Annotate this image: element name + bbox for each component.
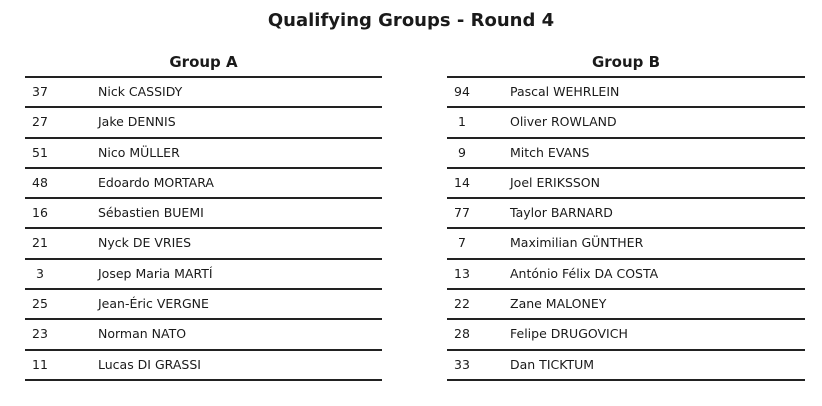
table-row: [25, 78, 382, 108]
driver-number: 23: [32, 326, 48, 342]
driver-name: António Félix DA COSTA: [510, 265, 659, 281]
table-row: [447, 351, 805, 381]
driver-name: Jake DENNIS: [98, 114, 176, 130]
driver-number: 28: [454, 326, 470, 342]
driver-name: Josep Maria MARTÍ: [98, 265, 213, 281]
driver-name: Norman NATO: [98, 326, 187, 342]
driver-name: Lucas DI GRASSI: [98, 356, 201, 372]
driver-name: Joel ERIKSSON: [510, 174, 600, 190]
driver-name: Pascal WEHRLEIN: [510, 84, 620, 99]
driver-number: 27: [32, 114, 48, 130]
driver-number: 37: [32, 84, 48, 99]
driver-number: 3: [36, 265, 44, 281]
driver-number: 33: [454, 356, 470, 372]
table-row: [447, 199, 805, 229]
group-b-title: Group B: [447, 50, 805, 78]
table-row: [25, 108, 382, 138]
driver-name: Zane MALONEY: [510, 296, 607, 312]
table-row: [25, 229, 382, 259]
group-b-table: [447, 50, 805, 381]
driver-number: 13: [454, 265, 470, 281]
driver-name: Mitch EVANS: [510, 144, 590, 160]
group-a-title: Group A: [25, 50, 382, 78]
group-a-table: [25, 50, 382, 381]
table-row: [25, 169, 382, 199]
driver-number: 21: [32, 235, 48, 251]
table-row: [25, 320, 382, 350]
table-row: [25, 199, 382, 229]
driver-number: 94: [454, 84, 470, 99]
driver-number: 1: [458, 114, 466, 130]
table-row: [25, 290, 382, 320]
driver-number: 9: [458, 144, 466, 160]
driver-name: Felipe DRUGOVICH: [510, 326, 628, 342]
table-row: [447, 229, 805, 259]
driver-number: 14: [454, 174, 470, 190]
driver-number: 7: [458, 235, 466, 251]
table-row: [447, 139, 805, 169]
driver-number: 25: [32, 296, 48, 312]
table-row: [25, 351, 382, 381]
table-row: [447, 78, 805, 108]
driver-name: Nick CASSIDY: [98, 84, 183, 99]
table-row: [25, 260, 382, 290]
table-row: [447, 260, 805, 290]
driver-number: 11: [32, 356, 48, 372]
driver-name: Jean-Éric VERGNE: [98, 296, 209, 312]
driver-name: Nico MÜLLER: [98, 144, 180, 160]
driver-name: Taylor BARNARD: [510, 205, 613, 221]
page-title: Qualifying Groups - Round 4: [267, 10, 555, 31]
group-b-list: [447, 78, 805, 381]
driver-number: 51: [32, 144, 48, 160]
driver-number: 77: [454, 205, 470, 221]
driver-name: Maximilian GÜNTHER: [510, 235, 644, 251]
driver-number: 16: [32, 205, 48, 221]
table-row: [447, 290, 805, 320]
driver-name: Edoardo MORTARA: [98, 174, 214, 190]
driver-name: Dan TICKTUM: [510, 356, 595, 372]
table-row: [447, 108, 805, 138]
driver-number: 48: [32, 174, 48, 190]
driver-name: Oliver ROWLAND: [510, 114, 617, 130]
group-a-list: [25, 78, 382, 381]
driver-number: 22: [454, 296, 470, 312]
table-row: [447, 169, 805, 199]
table-row: [25, 139, 382, 169]
driver-name: Sébastien BUEMI: [98, 205, 204, 221]
table-row: [447, 320, 805, 350]
driver-name: Nyck DE VRIES: [98, 235, 192, 251]
